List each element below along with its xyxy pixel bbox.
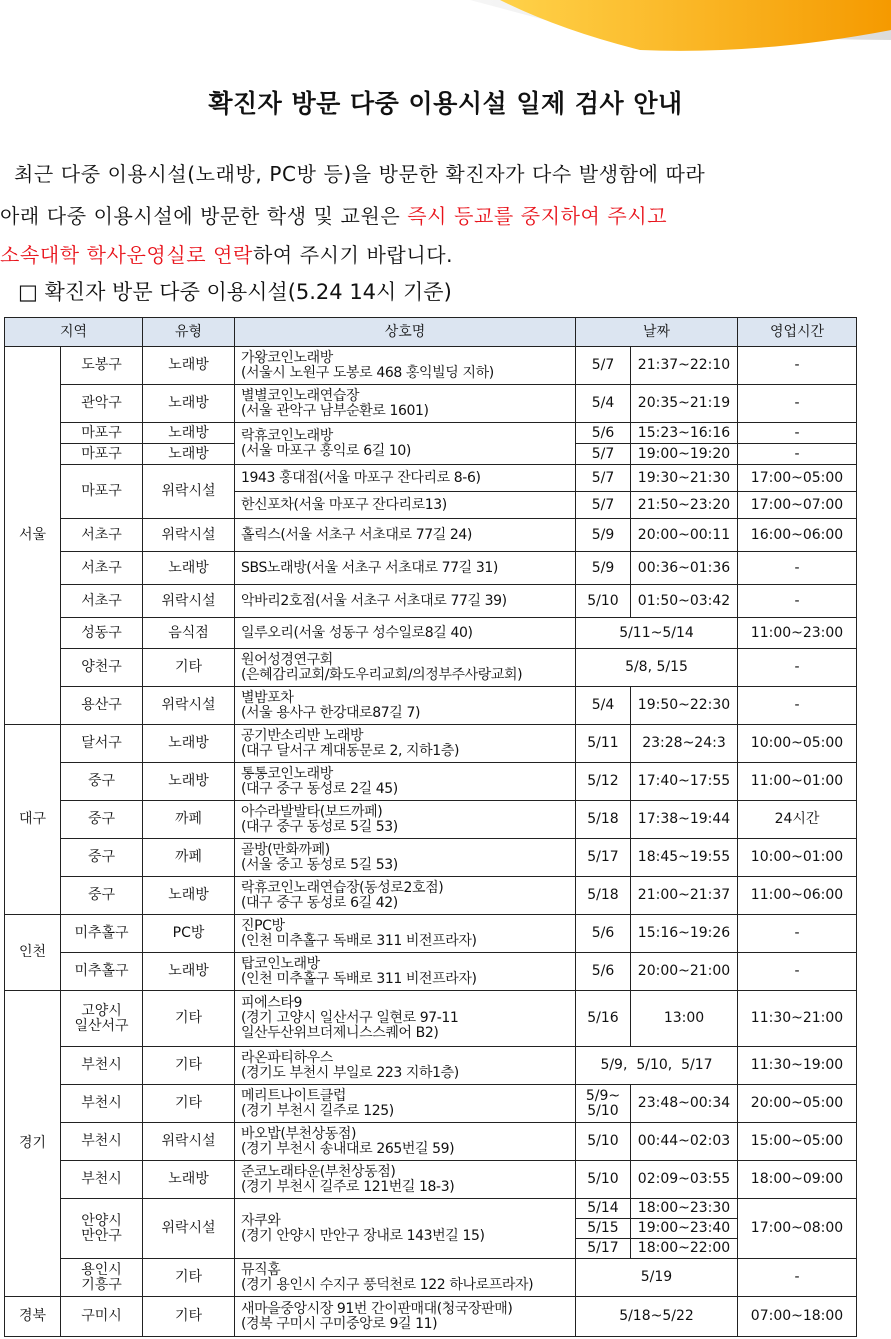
date-cell: 5/7 — [576, 465, 631, 492]
facility-name: 락휴코인노래연습장(동성로2호점) — [241, 879, 444, 896]
facility-address: (경기 안양시 만안구 장내로 143번길 15) — [241, 1227, 485, 1244]
table-row — [5, 801, 857, 839]
table-row — [5, 465, 857, 492]
type-cell: 위락시설 — [143, 585, 235, 618]
table-row — [5, 1123, 857, 1161]
facility-name-cell: 일루오리(서울 성동구 성수일로8길 40) — [235, 618, 576, 649]
time-cell: 19:50~22:30 — [631, 687, 738, 725]
date-cell: 5/9 — [576, 552, 631, 585]
facility-name-cell — [235, 423, 576, 465]
facility-address: (서울 용사구 한강대로87길 7) — [241, 704, 421, 721]
time-cell: 19:30~21:30 — [631, 465, 738, 492]
notice-emphasis-1: 즉시 등교를 중지하여 주시고 — [407, 204, 668, 228]
table-row — [5, 763, 857, 801]
type-cell: 노래방 — [143, 347, 235, 385]
time-cell: 15:16~19:26 — [631, 915, 738, 953]
facility-name: 통통코인노래방 — [241, 765, 333, 782]
district-cell: 마포구 — [61, 444, 143, 465]
facility-name-cell — [235, 991, 576, 1047]
region-cell: 인천 — [5, 915, 61, 991]
facility-name-cell — [235, 763, 576, 801]
type-cell: 노래방 — [143, 444, 235, 465]
facility-address: (서울 중고 동성로 5길 53) — [241, 856, 398, 873]
district-cell: 마포구 — [61, 465, 143, 519]
type-cell: 까페 — [143, 801, 235, 839]
section-heading: □ 확진자 방문 다중 이용시설(5.24 14시 기준) — [18, 280, 452, 304]
region-cell: 서울 — [5, 347, 61, 725]
notice-emphasis-2: 소속대학 학사운영실로 연락 — [0, 243, 253, 267]
date-cell: 5/18 — [576, 801, 631, 839]
facility-name: 뮤직홈 — [241, 1261, 281, 1278]
facility-name: 탑코인노래방 — [241, 955, 320, 972]
table-row — [5, 915, 857, 953]
hours-cell: 15:00~05:00 — [738, 1123, 857, 1161]
district-cell: 관악구 — [61, 385, 143, 423]
date-cell: 5/11 — [576, 725, 631, 763]
facility-name: 새마을중앙시장 91번 간이판매대(청국장판매) — [241, 1300, 513, 1317]
district-cell: 중구 — [61, 763, 143, 801]
facility-address: (경기 부천시 길주로 121번길 18-3) — [241, 1178, 455, 1195]
type-cell: 기타 — [143, 649, 235, 687]
type-cell: PC방 — [143, 915, 235, 953]
facility-address: (경기 부천시 길주로 125) — [241, 1102, 394, 1119]
time-cell: 20:00~21:00 — [631, 953, 738, 991]
hours-cell: 11:00~23:00 — [738, 618, 857, 649]
district-cell — [61, 1259, 143, 1297]
facility-address: (경기도 부천시 부일로 223 지하1층) — [241, 1064, 459, 1081]
time-cell: 17:38~19:44 — [631, 801, 738, 839]
hours-cell: 11:30~19:00 — [738, 1047, 857, 1085]
date-cell: 5/18~5/22 — [576, 1297, 738, 1337]
date-cell: 5/18 — [576, 877, 631, 915]
hours-cell: 11:30~21:00 — [738, 991, 857, 1047]
district-line-2: 기흥구 — [81, 1276, 122, 1293]
type-cell: 위락시설 — [143, 687, 235, 725]
facility-name: 피에스타9 — [241, 995, 303, 1011]
date-cell: 5/8, 5/15 — [576, 649, 738, 687]
type-cell: 노래방 — [143, 385, 235, 423]
district-cell: 서초구 — [61, 585, 143, 618]
hours-cell: - — [738, 552, 857, 585]
type-cell: 노래방 — [143, 423, 235, 444]
facility-name-cell — [235, 915, 576, 953]
hours-cell: 18:00~09:00 — [738, 1161, 857, 1199]
type-cell: 노래방 — [143, 877, 235, 915]
time-cell: 21:00~21:37 — [631, 877, 738, 915]
facility-name: 별별코인노래연습장 — [241, 387, 360, 404]
type-cell: 노래방 — [143, 1161, 235, 1199]
district-line-1: 용인시 — [81, 1261, 122, 1278]
date-cell: 5/17 — [576, 1239, 631, 1259]
district-cell: 부천시 — [61, 1085, 143, 1123]
hours-cell: 11:00~06:00 — [738, 877, 857, 915]
facility-name-cell — [235, 1259, 576, 1297]
facility-name: 아수라발발타(보드까페) — [241, 803, 383, 820]
facility-address: (인천 미추홀구 독배로 311 비전프라자) — [241, 932, 477, 949]
type-cell: 기타 — [143, 1085, 235, 1123]
district-cell: 부천시 — [61, 1161, 143, 1199]
date-cell: 5/10 — [576, 1161, 631, 1199]
hours-cell: - — [738, 585, 857, 618]
hours-cell: - — [738, 915, 857, 953]
date-cell: 5/19 — [576, 1259, 738, 1297]
facility-name: 바오밥(부천상동점) — [241, 1125, 357, 1142]
district-cell: 성동구 — [61, 618, 143, 649]
facility-address: (대구 달서구 계대동문로 2, 지하1층) — [241, 742, 460, 759]
date-line-1: 5/9~ — [585, 1087, 621, 1104]
facility-address: (경기 부천시 송내대로 265번길 59) — [241, 1140, 455, 1157]
date-line-2: 5/10 — [587, 1102, 619, 1119]
time-cell: 00:44~02:03 — [631, 1123, 738, 1161]
table-row — [5, 1259, 857, 1297]
table-row — [5, 1085, 857, 1123]
district-cell: 미추홀구 — [61, 915, 143, 953]
notice-line-2-text: 아래 다중 이용시설에 방문한 학생 및 교원은 — [0, 204, 408, 228]
facility-name: 자쿠와 — [241, 1212, 281, 1229]
facility-name-cell — [235, 953, 576, 991]
district-cell: 중구 — [61, 801, 143, 839]
type-cell: 위락시설 — [143, 1123, 235, 1161]
hours-cell: 17:00~05:00 — [738, 465, 857, 492]
page-title: 확진자 방문 다중 이용시설 일제 검사 안내 — [208, 89, 683, 118]
table-row — [5, 423, 857, 444]
date-cell: 5/17 — [576, 839, 631, 877]
facility-name: 라온파티하우스 — [241, 1049, 333, 1066]
date-cell: 5/15 — [576, 1219, 631, 1239]
time-cell: 13:00 — [631, 991, 738, 1047]
date-cell — [576, 1085, 631, 1123]
table-row — [5, 519, 857, 552]
district-cell: 구미시 — [61, 1297, 143, 1337]
facility-name: 진PC방 — [241, 917, 285, 934]
facility-name-cell — [235, 725, 576, 763]
region-cell: 대구 — [5, 725, 61, 915]
hours-cell: - — [738, 687, 857, 725]
facility-name-cell: 악바리2호점(서울 서초구 서초대로 77길 39) — [235, 585, 576, 618]
facility-name: 가왕코인노래방 — [241, 349, 333, 366]
facility-name-cell — [235, 1199, 576, 1259]
facility-name-cell — [235, 1085, 576, 1123]
time-cell: 19:00~23:40 — [631, 1219, 738, 1239]
type-cell: 노래방 — [143, 763, 235, 801]
header-region: 지역 — [5, 318, 143, 347]
type-cell: 위락시설 — [143, 465, 235, 519]
notice-line-3 — [0, 239, 453, 268]
district-cell: 서초구 — [61, 519, 143, 552]
date-cell: 5/16 — [576, 991, 631, 1047]
facility-address: (경기 고양시 일산서구 일현로 97-11 — [241, 1010, 459, 1026]
date-cell: 5/12 — [576, 763, 631, 801]
facility-name-cell: 홀릭스(서울 서초구 서초대로 77길 24) — [235, 519, 576, 552]
facility-address: (대구 중구 동성로 2길 45) — [241, 780, 398, 797]
date-cell: 5/4 — [576, 687, 631, 725]
facility-name-cell — [235, 801, 576, 839]
facility-name: 공기반소리반 노래방 — [241, 727, 364, 744]
district-line-2: 만안구 — [81, 1227, 122, 1244]
facility-name: 락휴코인노래방 — [241, 427, 333, 444]
facility-name-cell: SBS노래방(서울 서초구 서초대로 77길 31) — [235, 552, 576, 585]
facility-address: (서울시 노원구 도봉로 468 홍익빌딩 지하) — [241, 364, 494, 381]
district-line-2: 일산서구 — [74, 1017, 129, 1034]
district-cell: 달서구 — [61, 725, 143, 763]
time-cell: 21:50~23:20 — [631, 492, 738, 519]
time-cell: 02:09~03:55 — [631, 1161, 738, 1199]
time-cell: 01:50~03:42 — [631, 585, 738, 618]
facility-name-cell — [235, 385, 576, 423]
table-header-row — [5, 318, 857, 347]
facility-address: (은혜감리교회/화도우리교회/의정부주사랑교회) — [241, 666, 523, 683]
date-cell: 5/6 — [576, 423, 631, 444]
type-cell: 위락시설 — [143, 519, 235, 552]
type-cell: 노래방 — [143, 953, 235, 991]
time-cell: 23:28~24:3 — [631, 725, 738, 763]
facility-address: (경북 구미시 구미중앙로 9길 11) — [241, 1315, 438, 1332]
table-row — [5, 839, 857, 877]
table-row — [5, 1199, 857, 1219]
facility-address: (경기 용인시 수지구 풍덕천로 122 하나로프라자) — [241, 1276, 534, 1293]
table-row — [5, 991, 857, 1047]
type-cell: 까페 — [143, 839, 235, 877]
notice-line-2 — [0, 200, 667, 229]
facility-address: (인천 미추홀구 독배로 311 비전프라자) — [241, 970, 477, 987]
table-row — [5, 347, 857, 385]
date-cell: 5/6 — [576, 953, 631, 991]
table-row — [5, 687, 857, 725]
date-cell: 5/9, 5/10, 5/17 — [576, 1047, 738, 1085]
time-cell: 18:45~19:55 — [631, 839, 738, 877]
hours-cell: 17:00~07:00 — [738, 492, 857, 519]
time-cell: 20:00~00:11 — [631, 519, 738, 552]
time-cell: 15:23~16:16 — [631, 423, 738, 444]
date-cell: 5/14 — [576, 1199, 631, 1219]
time-cell: 20:35~21:19 — [631, 385, 738, 423]
facility-name-cell — [235, 839, 576, 877]
table-row — [5, 618, 857, 649]
district-cell: 마포구 — [61, 423, 143, 444]
facility-name-cell — [235, 877, 576, 915]
facility-name-cell — [235, 687, 576, 725]
header-name: 상호명 — [235, 318, 576, 347]
date-cell: 5/7 — [576, 444, 631, 465]
hours-cell: - — [738, 347, 857, 385]
facility-name-cell — [235, 649, 576, 687]
district-cell: 중구 — [61, 839, 143, 877]
date-cell: 5/10 — [576, 1123, 631, 1161]
time-cell: 17:40~17:55 — [631, 763, 738, 801]
time-cell: 21:37~22:10 — [631, 347, 738, 385]
hours-cell: 20:00~05:00 — [738, 1085, 857, 1123]
hours-cell: 16:00~06:00 — [738, 519, 857, 552]
time-cell: 19:00~19:20 — [631, 444, 738, 465]
facility-name: 골방(만화까페) — [241, 841, 330, 858]
district-line-1: 고양시 — [81, 1002, 122, 1019]
facility-name: 준코노래타운(부천상동점) — [241, 1163, 396, 1180]
type-cell: 음식점 — [143, 618, 235, 649]
header-hours: 영업시간 — [738, 318, 857, 347]
hours-cell: - — [738, 953, 857, 991]
facility-name-cell — [235, 1123, 576, 1161]
hours-cell: - — [738, 1259, 857, 1297]
table-row — [5, 552, 857, 585]
date-cell: 5/10 — [576, 585, 631, 618]
header-banner-graphic — [0, 0, 891, 60]
date-cell: 5/7 — [576, 492, 631, 519]
district-cell — [61, 991, 143, 1047]
facility-name-cell: 한신포차(서울 마포구 잔다리로13) — [235, 492, 576, 519]
table-row — [5, 649, 857, 687]
facility-name-cell — [235, 347, 576, 385]
district-cell: 양천구 — [61, 649, 143, 687]
type-cell: 기타 — [143, 991, 235, 1047]
type-cell: 기타 — [143, 1297, 235, 1337]
date-cell: 5/6 — [576, 915, 631, 953]
type-cell: 노래방 — [143, 552, 235, 585]
hours-cell: 17:00~08:00 — [738, 1199, 857, 1259]
hours-cell: - — [738, 423, 857, 444]
facility-name-cell — [235, 1161, 576, 1199]
hours-cell: - — [738, 649, 857, 687]
date-cell: 5/4 — [576, 385, 631, 423]
table-row — [5, 1297, 857, 1337]
district-cell: 부천시 — [61, 1047, 143, 1085]
facility-name: 원어성경연구회 — [241, 651, 333, 668]
district-cell: 용산구 — [61, 687, 143, 725]
time-cell: 00:36~01:36 — [631, 552, 738, 585]
facility-name: 메리트나이트클럽 — [241, 1087, 346, 1104]
hours-cell: 24시간 — [738, 801, 857, 839]
date-cell: 5/11~5/14 — [576, 618, 738, 649]
hours-cell: 07:00~18:00 — [738, 1297, 857, 1337]
facility-address: (대구 중구 동성로 6길 42) — [241, 894, 398, 911]
notice-line-3-text: 하여 주시기 바랍니다. — [252, 243, 454, 267]
facility-table — [4, 317, 857, 1337]
district-cell — [61, 1199, 143, 1259]
facility-name-cell — [235, 1047, 576, 1085]
notice-line-1: 최근 다중 이용시설(노래방, PC방 등)을 방문한 확진자가 다수 발생함에 따라 — [14, 162, 706, 186]
table-row — [5, 585, 857, 618]
header-type: 유형 — [143, 318, 235, 347]
time-cell: 18:00~22:00 — [631, 1239, 738, 1259]
date-cell: 5/9 — [576, 519, 631, 552]
time-cell: 18:00~23:30 — [631, 1199, 738, 1219]
district-cell: 도봉구 — [61, 347, 143, 385]
table-row — [5, 1047, 857, 1085]
type-cell: 기타 — [143, 1047, 235, 1085]
district-line-1: 안양시 — [81, 1212, 122, 1229]
date-cell: 5/7 — [576, 347, 631, 385]
table-row — [5, 385, 857, 423]
header-date: 날짜 — [576, 318, 738, 347]
district-cell: 중구 — [61, 877, 143, 915]
type-cell: 기타 — [143, 1259, 235, 1297]
table-row — [5, 877, 857, 915]
facility-name-cell: 1943 홍대점(서울 마포구 잔다리로 8-6) — [235, 465, 576, 492]
hours-cell: 10:00~05:00 — [738, 725, 857, 763]
table-row — [5, 725, 857, 763]
facility-address: (서울 마포구 홍익로 6길 10) — [241, 442, 411, 459]
region-cell: 경기 — [5, 991, 61, 1297]
hours-cell: - — [738, 385, 857, 423]
table-row — [5, 1161, 857, 1199]
hours-cell: 11:00~01:00 — [738, 763, 857, 801]
hours-cell: - — [738, 444, 857, 465]
district-cell: 미추홀구 — [61, 953, 143, 991]
district-cell: 서초구 — [61, 552, 143, 585]
table-row — [5, 953, 857, 991]
time-cell: 23:48~00:34 — [631, 1085, 738, 1123]
type-cell: 노래방 — [143, 725, 235, 763]
facility-address: (서울 관악구 남부순환로 1601) — [241, 402, 429, 419]
facility-address-line-2: 일산두산위브더제니스스퀘어 B2) — [241, 1025, 439, 1041]
type-cell: 위락시설 — [143, 1199, 235, 1259]
facility-address: (대구 중구 동성로 5길 53) — [241, 818, 398, 835]
district-cell: 부천시 — [61, 1123, 143, 1161]
region-cell: 경북 — [5, 1297, 61, 1337]
facility-name: 별밤포차 — [241, 689, 294, 706]
facility-name-cell — [235, 1297, 576, 1337]
hours-cell: 10:00~01:00 — [738, 839, 857, 877]
